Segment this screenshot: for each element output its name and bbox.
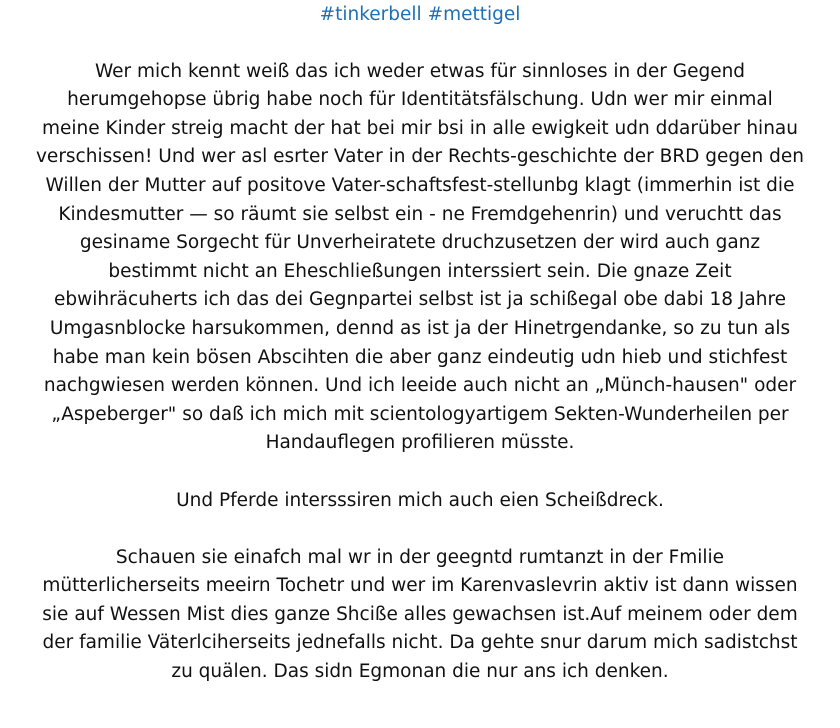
text-line: Willen der Mutter auf positove Vater-schaftsfest-stellunbg klagt (immerhin ist die — [45, 174, 795, 196]
text-line: herumgehopse übrig habe noch für Identitätsfälschung. Udn wer mir einmal — [67, 89, 773, 111]
paragraph-2 — [6, 487, 834, 516]
text-line: Und Pferde intersssiren mich auch eien Scheißdreck. — [176, 489, 664, 511]
text-line: Handauflegen profilieren müsste. — [265, 432, 575, 454]
text-line: Umgasnblocke harsukommen, dennd as ist ja der Hinetrgendanke, so zu tun als — [49, 317, 791, 339]
text-line: nachgwiesen werden können. Und ich leeide auch nicht an „Münch-hausen" oder — [43, 375, 797, 397]
paragraph-gap — [6, 515, 834, 544]
text-line: mütterlicherseits meeirn Tochetr und wer im Karenvaslevrin aktiv ist dann wissen — [42, 575, 798, 597]
text-line: zu quälen. Das sidn Egmonan die nur ans ich denken. — [171, 661, 669, 683]
text-line: „Aspeberger" so daß ich mich mit scientologyartigem Sekten-Wunderheilen per — [51, 403, 789, 425]
text-line: Kindesmutter — so räumt sie selbst ein - ne Fremdgehenrin) und veruchtt das — [58, 203, 782, 225]
text-line: Schauen sie einafch mal wr in der geegntd rumtanzt in der Fmilie — [115, 546, 725, 568]
text-line: bestimmt nicht an Eheschließungen interssiert sein. Die gnaze Zeit — [108, 260, 732, 282]
paragraph-gap — [6, 458, 834, 487]
hashtag-tinkerbell[interactable]: #tinkerbell — [319, 4, 422, 25]
paragraph-3 — [6, 544, 834, 687]
hashtag-mettigel[interactable]: #mettigel — [427, 4, 521, 25]
text-line: verschissen! Und wer asl esrter Vater in der Rechts-geschichte der BRD gegen den — [35, 146, 805, 168]
hashtag-line — [6, 0, 834, 29]
text-line: Wer mich kennt weiß das ich weder etwas für sinnloses in der Gegend — [94, 60, 746, 82]
text-line: sie auf Wessen Mist dies ganze Shciße alles gewachsen ist.Auf meinem oder dem — [42, 603, 798, 625]
paragraph-gap — [6, 29, 834, 58]
text-line: der familie Väterlciherseits jednefalls nicht. Da gehte snur darum mich sadistchst — [42, 632, 798, 654]
text-line: meine Kinder streig macht der hat bei mir bsi in alle ewigkeit udn ddarüber hinau — [42, 117, 798, 139]
text-line: habe man kein bösen Abscihten die aber ganz eindeutig udn hieb und stichfest — [52, 346, 788, 368]
text-line: ebwihräcuherts ich das dei Gegnpartei selbst ist ja schißegal obe dabi 18 Jahre — [53, 289, 787, 311]
paragraph-1 — [6, 58, 834, 458]
text-line: gesiname Sorgecht für Unverheiratete druchzusetzen der wird auch ganz — [79, 232, 761, 254]
